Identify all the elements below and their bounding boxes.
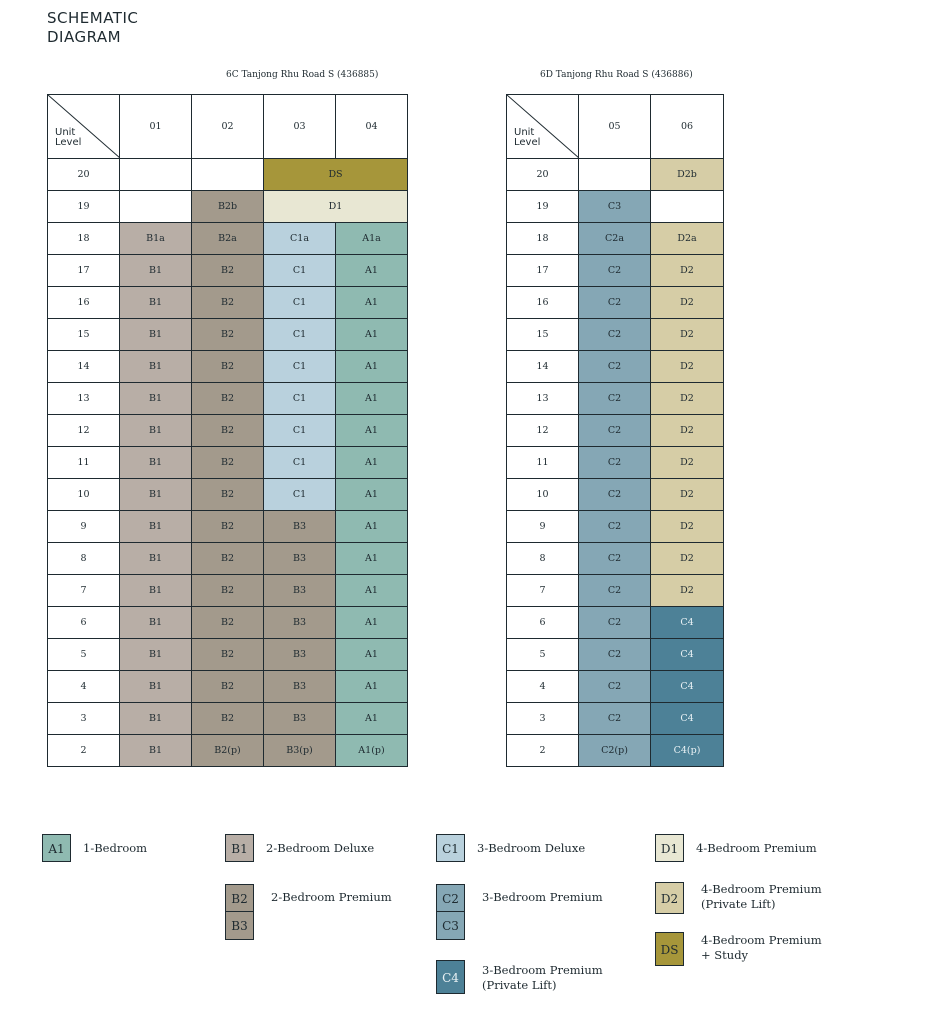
- page-title: [47, 9, 138, 47]
- level-number: 3: [48, 703, 120, 735]
- block-6d-level-row: [507, 735, 724, 767]
- level-number: 8: [48, 543, 120, 575]
- level-number: 9: [48, 511, 120, 543]
- unit-cell: B3: [264, 671, 336, 703]
- block-6c-level-row: [48, 351, 408, 383]
- unit-cell: C2: [579, 351, 651, 383]
- unit-cell: B3: [264, 511, 336, 543]
- unit-cell: B1: [120, 639, 192, 671]
- unit-cell: D1: [264, 191, 408, 223]
- legend-label-a1: 1-Bedroom: [83, 840, 148, 855]
- unit-cell: A1: [336, 255, 408, 287]
- unit-cell: C2: [579, 511, 651, 543]
- level-number: 7: [48, 575, 120, 607]
- unit-cell: B3: [264, 543, 336, 575]
- block-6c-level-row: [48, 479, 408, 511]
- unit-cell: D2: [651, 287, 724, 319]
- unit-cell: A1: [336, 511, 408, 543]
- unit-cell: C2: [579, 575, 651, 607]
- unit-cell: C1: [264, 447, 336, 479]
- block-6d-level-row: [507, 383, 724, 415]
- unit-cell: D2: [651, 575, 724, 607]
- unit-cell: [120, 191, 192, 223]
- block-6d-level-row: [507, 639, 724, 671]
- unit-cell: C1: [264, 415, 336, 447]
- unit-cell: C4: [651, 607, 724, 639]
- unit-cell: A1: [336, 383, 408, 415]
- block-6c-unit-header: 02: [192, 95, 264, 159]
- legend-label-c2c3: 3-Bedroom Premium: [482, 890, 603, 904]
- unit-cell: C1: [264, 351, 336, 383]
- unit-cell: B1: [120, 319, 192, 351]
- block-6c-level-row: [48, 735, 408, 767]
- legend-label-ds-line1: 4-Bedroom Premium: [701, 933, 822, 947]
- unit-cell: B1: [120, 383, 192, 415]
- unit-header-label: Unit: [55, 127, 76, 138]
- unit-cell: B1: [120, 607, 192, 639]
- title-line-2: DIAGRAM: [47, 28, 122, 46]
- block-6d-level-row: [507, 191, 724, 223]
- unit-cell: D2: [651, 383, 724, 415]
- level-number: 11: [507, 447, 579, 479]
- level-number: 13: [48, 383, 120, 415]
- block-6c-unit-level-header: [48, 95, 120, 159]
- unit-cell: D2: [651, 447, 724, 479]
- legend-label-c4-line2: (Private Lift): [482, 978, 557, 992]
- title-line-1: SCHEMATIC: [47, 9, 139, 27]
- block-6c-unit-header: 01: [120, 95, 192, 159]
- legend-ds: [655, 932, 684, 966]
- unit-cell: C2: [579, 383, 651, 415]
- block-6d-unit-header: 05: [579, 95, 651, 159]
- unit-cell: A1a: [336, 223, 408, 255]
- unit-cell: B1: [120, 287, 192, 319]
- level-number: 12: [507, 415, 579, 447]
- unit-cell: B1: [120, 671, 192, 703]
- block-6c-level-row: [48, 255, 408, 287]
- unit-cell: A1: [336, 607, 408, 639]
- legend-label-d2-line1: 4-Bedroom Premium: [701, 882, 822, 896]
- legend-swatch-b2: B2: [225, 884, 254, 912]
- block-6d-level-row: [507, 479, 724, 511]
- level-number: 14: [507, 351, 579, 383]
- level-number: 3: [507, 703, 579, 735]
- legend-d1: [655, 834, 817, 862]
- block-6c-level-row: [48, 639, 408, 671]
- level-number: 18: [507, 223, 579, 255]
- block-6c-level-row: [48, 223, 408, 255]
- unit-cell: DS: [264, 159, 408, 191]
- unit-cell: D2: [651, 255, 724, 287]
- unit-cell: A1: [336, 639, 408, 671]
- unit-cell: A1(p): [336, 735, 408, 767]
- block-6d-level-row: [507, 543, 724, 575]
- unit-cell: B3: [264, 703, 336, 735]
- unit-cell: B3: [264, 607, 336, 639]
- unit-cell: C2: [579, 543, 651, 575]
- block-6c-level-row: [48, 575, 408, 607]
- block-6c-level-row: [48, 415, 408, 447]
- level-number: 4: [48, 671, 120, 703]
- legend-label-b2b3: 2-Bedroom Premium: [271, 890, 392, 904]
- unit-cell: D2: [651, 351, 724, 383]
- level-number: 14: [48, 351, 120, 383]
- block-6c-level-row: [48, 447, 408, 479]
- unit-cell: C2: [579, 255, 651, 287]
- legend-a1: [42, 834, 147, 862]
- legend-swatch-c3: C3: [436, 912, 465, 940]
- unit-cell: B2: [192, 607, 264, 639]
- block-6d-level-row: [507, 287, 724, 319]
- block-6d-level-row: [507, 255, 724, 287]
- block-6c-table: [47, 94, 408, 767]
- block-6d-level-row: [507, 223, 724, 255]
- level-number: 17: [507, 255, 579, 287]
- block-6c-level-row: [48, 159, 408, 191]
- unit-cell: B1: [120, 703, 192, 735]
- level-number: 6: [48, 607, 120, 639]
- unit-cell: C2: [579, 415, 651, 447]
- block-6d-unit-level-header: [507, 95, 579, 159]
- unit-cell: C4: [651, 671, 724, 703]
- unit-cell: [120, 159, 192, 191]
- legend-c4: [436, 960, 465, 994]
- unit-cell: A1: [336, 415, 408, 447]
- legend-swatch-b3: B3: [225, 912, 254, 940]
- unit-cell: B2: [192, 255, 264, 287]
- unit-cell: A1: [336, 543, 408, 575]
- unit-cell: A1: [336, 319, 408, 351]
- unit-cell: C2a: [579, 223, 651, 255]
- unit-cell: B1: [120, 735, 192, 767]
- block-6d-level-row: [507, 575, 724, 607]
- level-number: 10: [507, 479, 579, 511]
- unit-cell: C1: [264, 319, 336, 351]
- legend-c1: [436, 834, 585, 862]
- unit-cell: C2: [579, 447, 651, 479]
- unit-cell: B1: [120, 415, 192, 447]
- level-number: 7: [507, 575, 579, 607]
- unit-cell: B2: [192, 511, 264, 543]
- block-6c-level-row: [48, 607, 408, 639]
- level-header-label: Level: [55, 137, 82, 148]
- unit-cell: B1: [120, 447, 192, 479]
- block-6c-address: 6C Tanjong Rhu Road S (436885): [226, 70, 379, 80]
- legend-label-c1: 3-Bedroom Deluxe: [477, 840, 586, 855]
- unit-cell: B3: [264, 575, 336, 607]
- level-number: 11: [48, 447, 120, 479]
- unit-cell: C2(p): [579, 735, 651, 767]
- unit-cell: B1: [120, 351, 192, 383]
- unit-cell: A1: [336, 447, 408, 479]
- legend-label-d2: [701, 882, 822, 912]
- block-6d-level-row: [507, 159, 724, 191]
- unit-cell: B2: [192, 415, 264, 447]
- unit-cell: B2: [192, 671, 264, 703]
- legend-swatch-c2: C2: [436, 884, 465, 912]
- unit-cell: B2(p): [192, 735, 264, 767]
- block-6d-level-row: [507, 607, 724, 639]
- unit-cell: A1: [336, 287, 408, 319]
- unit-cell: D2b: [651, 159, 724, 191]
- unit-cell: C2: [579, 639, 651, 671]
- unit-cell: B3: [264, 639, 336, 671]
- unit-cell: C2: [579, 703, 651, 735]
- level-number: 2: [48, 735, 120, 767]
- legend-swatch-a1: A1: [42, 834, 71, 862]
- block-6d-level-row: [507, 447, 724, 479]
- level-number: 15: [48, 319, 120, 351]
- unit-cell: B1: [120, 543, 192, 575]
- level-number: 19: [48, 191, 120, 223]
- level-number: 4: [507, 671, 579, 703]
- unit-cell: B2: [192, 351, 264, 383]
- unit-cell: C4(p): [651, 735, 724, 767]
- level-number: 16: [48, 287, 120, 319]
- block-6c-level-row: [48, 383, 408, 415]
- unit-cell: B2: [192, 287, 264, 319]
- block-6d-table: [506, 94, 724, 767]
- legend-c2c3: [436, 884, 465, 940]
- level-number: 5: [507, 639, 579, 671]
- unit-cell: B2: [192, 703, 264, 735]
- unit-cell: [192, 159, 264, 191]
- legend-swatch-b1: B1: [225, 834, 254, 862]
- block-6d-address: 6D Tanjong Rhu Road S (436886): [540, 70, 693, 80]
- unit-cell: C2: [579, 479, 651, 511]
- legend-swatch-c1: C1: [436, 834, 465, 862]
- unit-cell: C2: [579, 319, 651, 351]
- legend-label-d2-line2: (Private Lift): [701, 897, 776, 911]
- unit-cell: D2: [651, 319, 724, 351]
- unit-cell: B2a: [192, 223, 264, 255]
- unit-cell: [651, 191, 724, 223]
- level-number: 19: [507, 191, 579, 223]
- unit-cell: A1: [336, 479, 408, 511]
- block-6c-level-row: [48, 703, 408, 735]
- legend-swatch-c4: C4: [436, 960, 465, 994]
- block-6c-level-row: [48, 191, 408, 223]
- block-6c-unit-header: 03: [264, 95, 336, 159]
- level-number: 5: [48, 639, 120, 671]
- unit-cell: B2: [192, 447, 264, 479]
- unit-cell: [579, 159, 651, 191]
- block-6d-unit-header: 06: [651, 95, 724, 159]
- legend-label-ds-line2: + Study: [701, 948, 749, 962]
- level-number: 16: [507, 287, 579, 319]
- level-number: 17: [48, 255, 120, 287]
- unit-header-label: Unit: [514, 127, 535, 138]
- unit-cell: B2: [192, 383, 264, 415]
- legend-label-d1: 4-Bedroom Premium: [696, 840, 817, 855]
- level-number: 6: [507, 607, 579, 639]
- unit-cell: C2: [579, 607, 651, 639]
- level-number: 2: [507, 735, 579, 767]
- level-number: 20: [48, 159, 120, 191]
- legend-d2: [655, 882, 684, 914]
- level-number: 8: [507, 543, 579, 575]
- level-number: 9: [507, 511, 579, 543]
- unit-cell: C1: [264, 479, 336, 511]
- unit-cell: B1: [120, 575, 192, 607]
- block-6c-unit-header: 04: [336, 95, 408, 159]
- block-6c-level-row: [48, 671, 408, 703]
- unit-cell: A1: [336, 671, 408, 703]
- level-number: 10: [48, 479, 120, 511]
- unit-cell: C1: [264, 255, 336, 287]
- level-number: 13: [507, 383, 579, 415]
- unit-cell: C4: [651, 639, 724, 671]
- unit-cell: B3(p): [264, 735, 336, 767]
- block-6d-level-row: [507, 511, 724, 543]
- level-number: 15: [507, 319, 579, 351]
- legend-label-c4-line1: 3-Bedroom Premium: [482, 963, 603, 977]
- unit-cell: C4: [651, 703, 724, 735]
- unit-cell: C2: [579, 671, 651, 703]
- unit-cell: A1: [336, 575, 408, 607]
- block-6c-level-row: [48, 511, 408, 543]
- unit-cell: B2: [192, 575, 264, 607]
- unit-cell: D2: [651, 415, 724, 447]
- block-6d-level-row: [507, 703, 724, 735]
- level-number: 18: [48, 223, 120, 255]
- unit-cell: C1a: [264, 223, 336, 255]
- level-number: 20: [507, 159, 579, 191]
- unit-cell: A1: [336, 351, 408, 383]
- block-6d-level-row: [507, 351, 724, 383]
- legend-label-ds: [701, 933, 822, 963]
- unit-cell: C3: [579, 191, 651, 223]
- unit-cell: D2: [651, 511, 724, 543]
- block-6c-level-row: [48, 319, 408, 351]
- unit-cell: C1: [264, 287, 336, 319]
- level-number: 12: [48, 415, 120, 447]
- block-6d-level-row: [507, 415, 724, 447]
- level-header-label: Level: [514, 137, 541, 148]
- block-6d-level-row: [507, 319, 724, 351]
- unit-cell: B1: [120, 511, 192, 543]
- legend-swatch-ds: DS: [655, 932, 684, 966]
- legend-label-b1: 2-Bedroom Deluxe: [266, 840, 375, 855]
- legend-swatch-d2: D2: [655, 882, 684, 914]
- legend-b2b3: [225, 884, 254, 940]
- block-6c-level-row: [48, 543, 408, 575]
- unit-cell: B2: [192, 543, 264, 575]
- unit-cell: D2: [651, 543, 724, 575]
- block-6d-level-row: [507, 671, 724, 703]
- unit-cell: B2: [192, 319, 264, 351]
- unit-cell: B1: [120, 479, 192, 511]
- legend-swatch-d1: D1: [655, 834, 684, 862]
- legend-label-c4: [482, 963, 603, 993]
- unit-cell: C1: [264, 383, 336, 415]
- unit-cell: B1a: [120, 223, 192, 255]
- unit-cell: B2: [192, 639, 264, 671]
- unit-cell: C2: [579, 287, 651, 319]
- unit-cell: B2: [192, 479, 264, 511]
- block-6c-level-row: [48, 287, 408, 319]
- unit-cell: B2b: [192, 191, 264, 223]
- legend-b1: [225, 834, 374, 862]
- unit-cell: D2: [651, 479, 724, 511]
- unit-cell: B1: [120, 255, 192, 287]
- unit-cell: D2a: [651, 223, 724, 255]
- unit-cell: A1: [336, 703, 408, 735]
